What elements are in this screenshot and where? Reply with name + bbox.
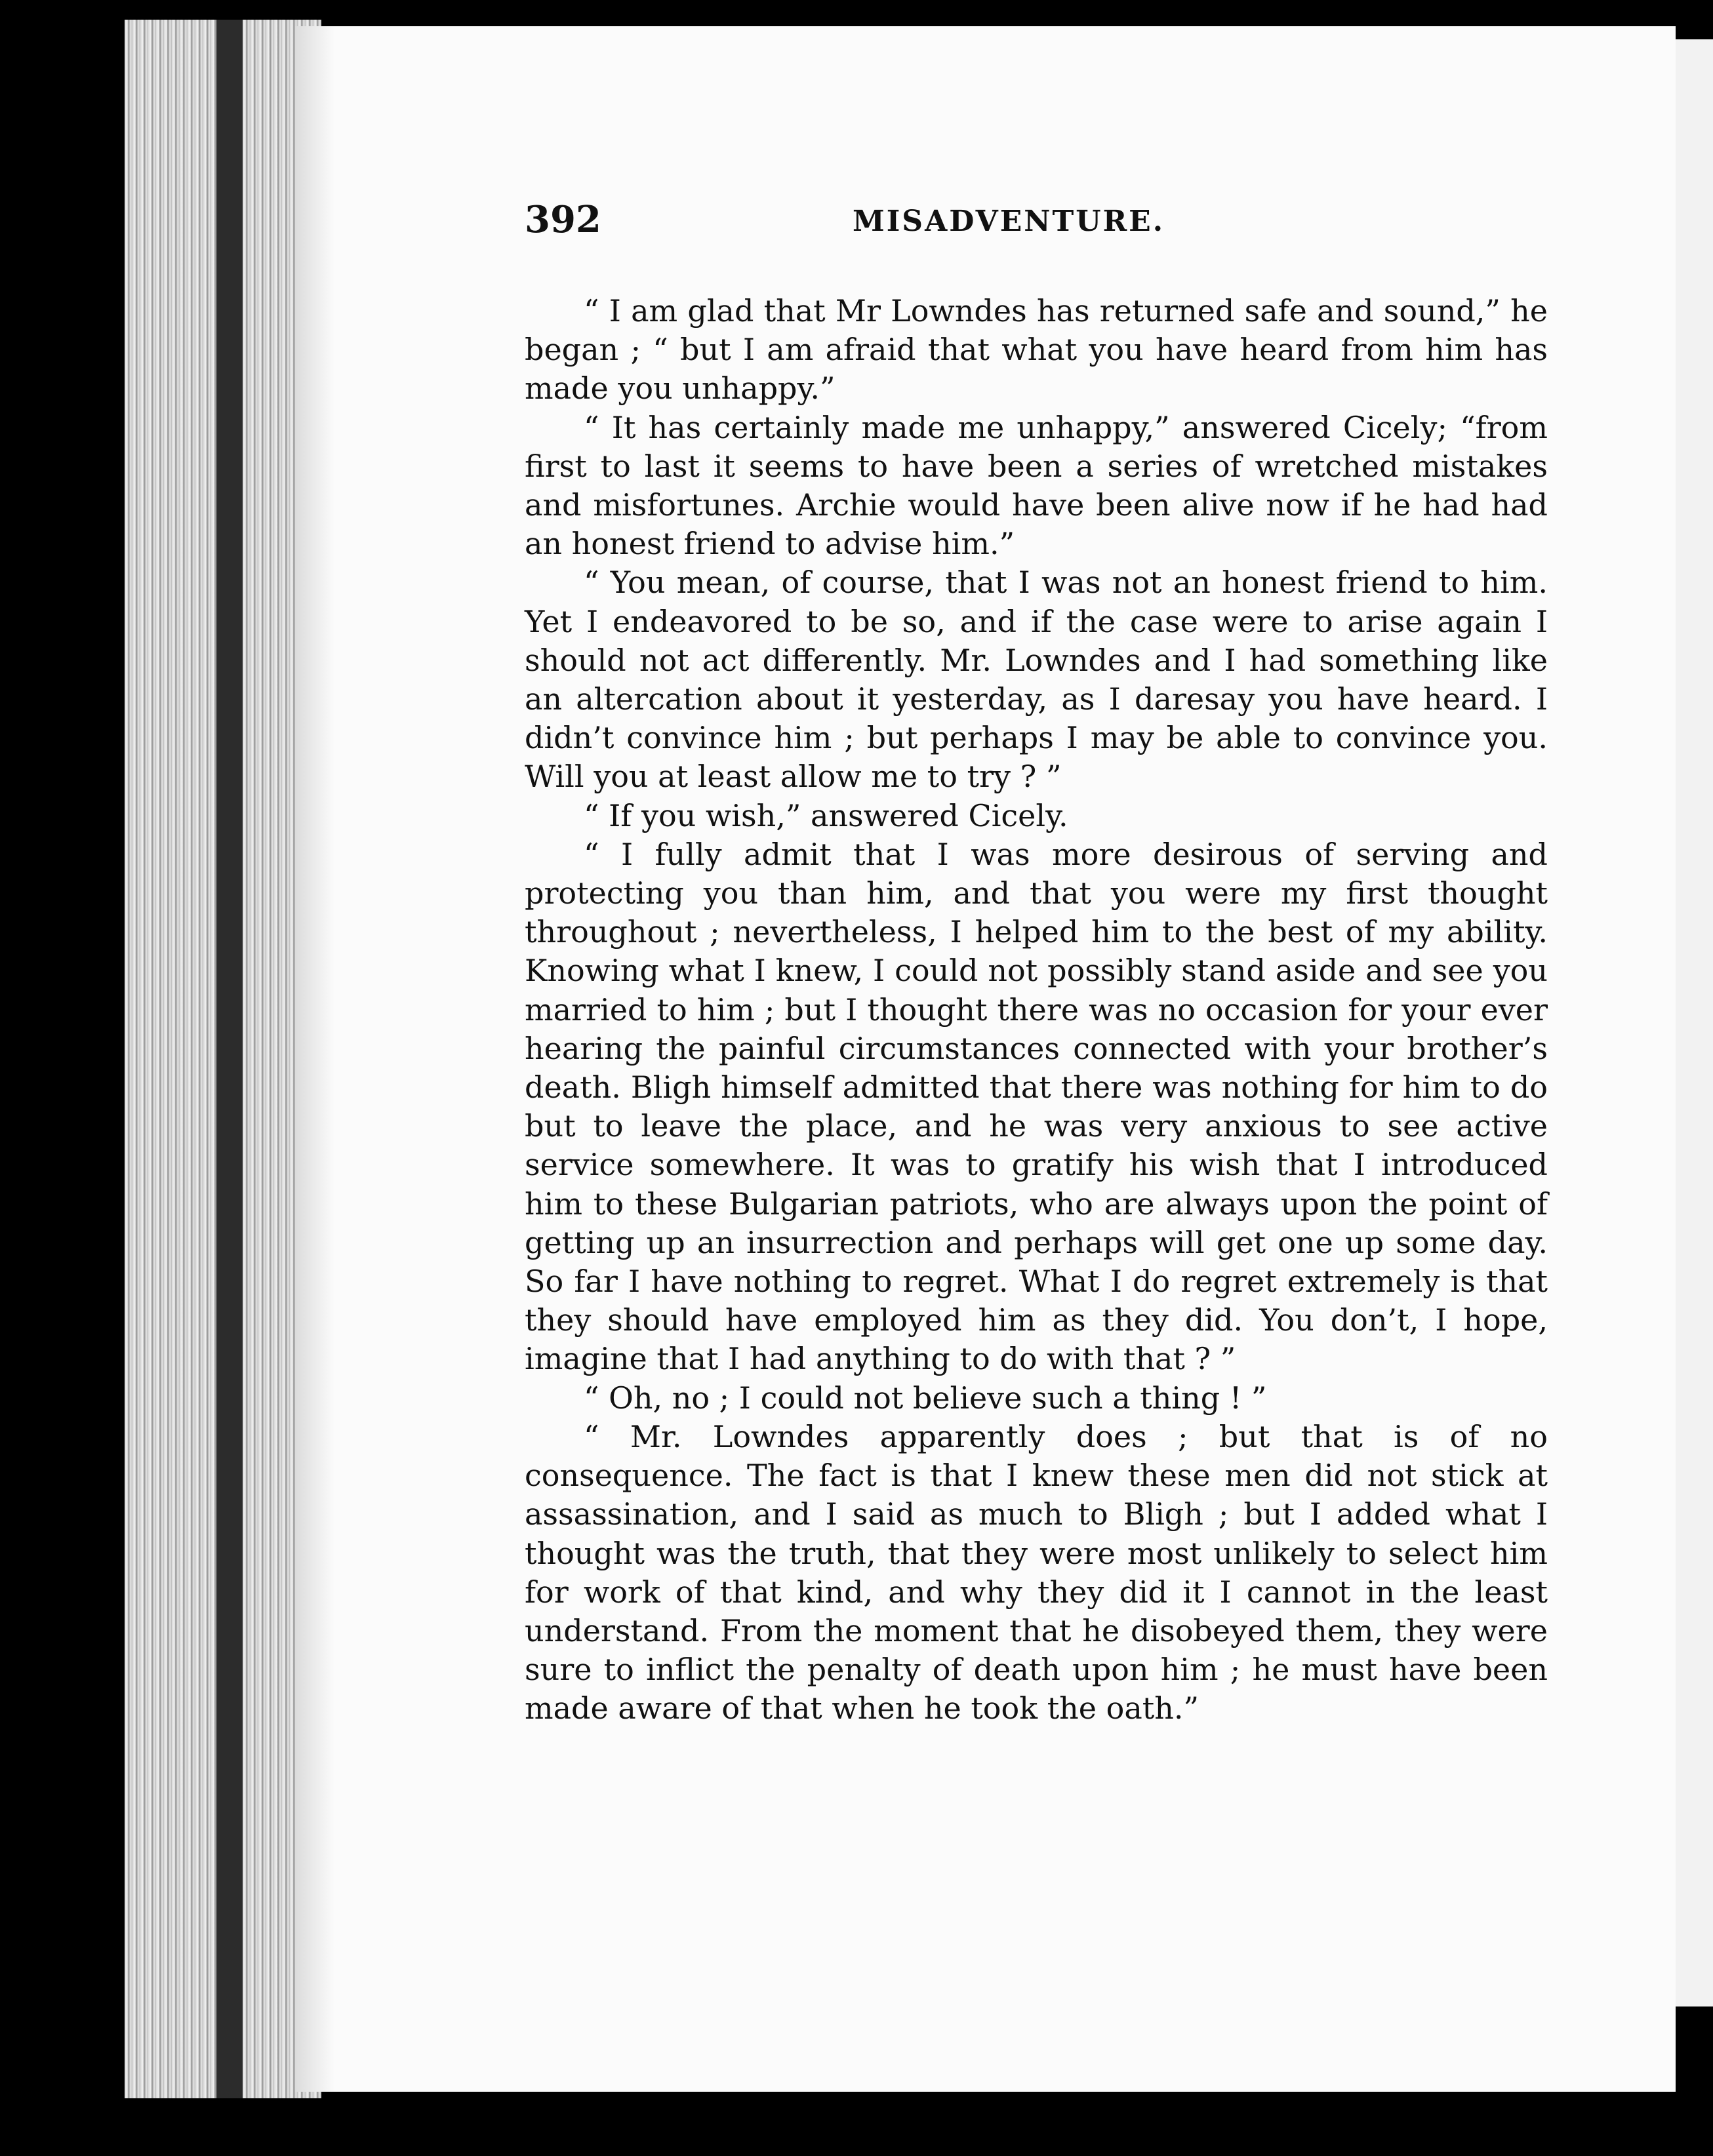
paragraph: “ I fully admit that I was more desirous of serving and protecting you than him, and that you were my first thought throughout ; nevertheless, I helped him to the best of my ability. Knowing what I knew, I could not possibly stand aside and see you married to him ; but I thought there was no occasion for your ever hearing the painful circumstances connected with your brother’s death. Bligh himself admitted that there was nothing for him to do but to leave the place, and he was very anxious to see active service somewhere. It was to gratify his wish that I introduced him to these Bulgarian patriots, who are always upon the point of getting up an insurrection and perhaps will get one up some day. So far I have nothing to regret. What I do regret extremely is that they should have employed him as they did. You don’t, I hope, imagine that I had anything to do with that ? ”	[525, 836, 1548, 1377]
gutter-shade	[295, 26, 334, 2092]
book-page	[295, 26, 1676, 2092]
scan-background	[0, 2098, 1713, 2156]
running-title: MISADVENTURE.	[853, 205, 1165, 238]
facing-page-edge	[1676, 39, 1713, 2006]
paragraph: “ Mr. Lowndes apparently does ; but that is of no consequence. The fact is that I knew these men did not stick at assassination, and I said as much to Bligh ; but I added what I thought was the truth, that they were most unlikely to select him for work of that kind, and why they did it I cannot in the least understand. From the moment that he disobeyed them, they were sure to inflict the penalty of death upon him ; he must have been made aware of that when he took the oath.”	[525, 1418, 1548, 1727]
page-header	[525, 198, 1561, 250]
body-text	[525, 292, 1548, 1728]
paragraph: “ You mean, of course, that I was not an honest friend to him. Yet I endeavored to be so, and if the case were to arise again I should not act differently. Mr. Lowndes and I had something like an altercation about it yesterday, as I daresay you have heard. I didn’t convince him ; but perhaps I may be able to convince you. Will you at least allow me to try ? ”	[525, 565, 1548, 795]
page-number: 392	[525, 198, 601, 241]
paragraph: “ Oh, no ; I could not believe such a thing ! ”	[584, 1380, 1267, 1416]
binding-shadow	[216, 20, 243, 2098]
paragraph: “ I am glad that Mr Lowndes has returned safe and sound,” he began ; “ but I am afraid that what you have heard from him has made you unhappy.”	[525, 293, 1548, 407]
paragraph: “ If you wish,” answered Cicely.	[584, 797, 1068, 833]
paragraph: “ It has certainly made me unhappy,” answered Cicely; “from first to last it seems to have been a series of wretched mistakes and misfortunes. Archie would have been alive now if he had had an honest friend to advise him.”	[525, 409, 1548, 562]
